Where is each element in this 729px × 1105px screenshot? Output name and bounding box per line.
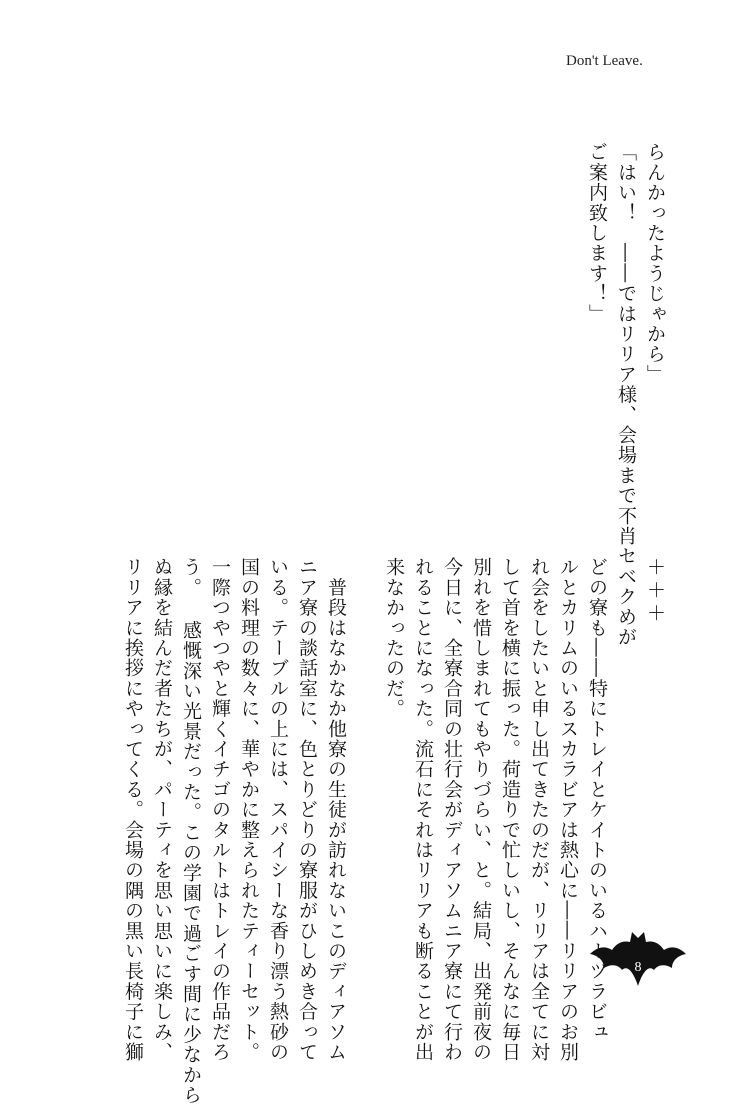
text-line: 感慨深い光景だった。この学園で過ごす間に少なから xyxy=(180,600,202,1105)
text-line: ぬ縁を結んだ者たちが、パーティを思い思いに楽しみ、 xyxy=(151,557,173,1062)
text-line: ニア寮の談話室に、色とりどりの寮服がひしめき合って xyxy=(296,557,318,1062)
page-number: 8 xyxy=(634,960,642,975)
text-line: 別れを惜しまれてもやりづらい、と。結局、出発前夜の xyxy=(470,557,492,1062)
text-line: 今日に、全寮合同の壮行会がディアソムニア寮にて行わ xyxy=(441,557,463,1062)
text-line: 国の料理の数々に、華やかに整えられたティーセット。 xyxy=(238,557,260,1062)
text-line: 一際つやつやと輝くイチゴのタルトはトレイの作品だろ xyxy=(209,557,231,1062)
text-line: ご案内致します！」 xyxy=(586,142,608,324)
text-line: 来なかったのだ。 xyxy=(383,557,405,719)
text-line: らんかったようじゃから」 xyxy=(644,142,666,385)
text-line: リリアに挨拶にやってくる。会場の隅の黒い長椅子に獅 xyxy=(122,557,144,1062)
text-line: れることになった。流石にそれはリリアも断ることが出 xyxy=(412,557,434,1062)
text-line: 普段はなかなか他寮の生徒が訪れないこのディアソム xyxy=(325,557,347,1062)
text-line: れ会をしたいと申し出てきたのだが、リリアは全てに対 xyxy=(528,557,550,1062)
text-line: 「はい！ ――ではリリア様、会場まで不肖セベクめが xyxy=(615,142,637,647)
text-line: いる。テーブルの上には、スパイシーな香り漂う熱砂の xyxy=(267,557,289,1062)
text-line: ルとカリムのいるスカラビアは熱心に――リリアのお別 xyxy=(557,557,579,1062)
text-line: して首を横に振った。荷造りで忙しいし、そんなに毎日 xyxy=(499,557,521,1062)
running-header-title: Don't Leave. xyxy=(566,53,643,69)
section-separator: ＋＋＋ xyxy=(644,557,666,626)
text-line: う。 xyxy=(180,557,202,598)
text-line: どの寮も――特にトレイとケイトのいるハーツラビュ xyxy=(586,557,608,1042)
